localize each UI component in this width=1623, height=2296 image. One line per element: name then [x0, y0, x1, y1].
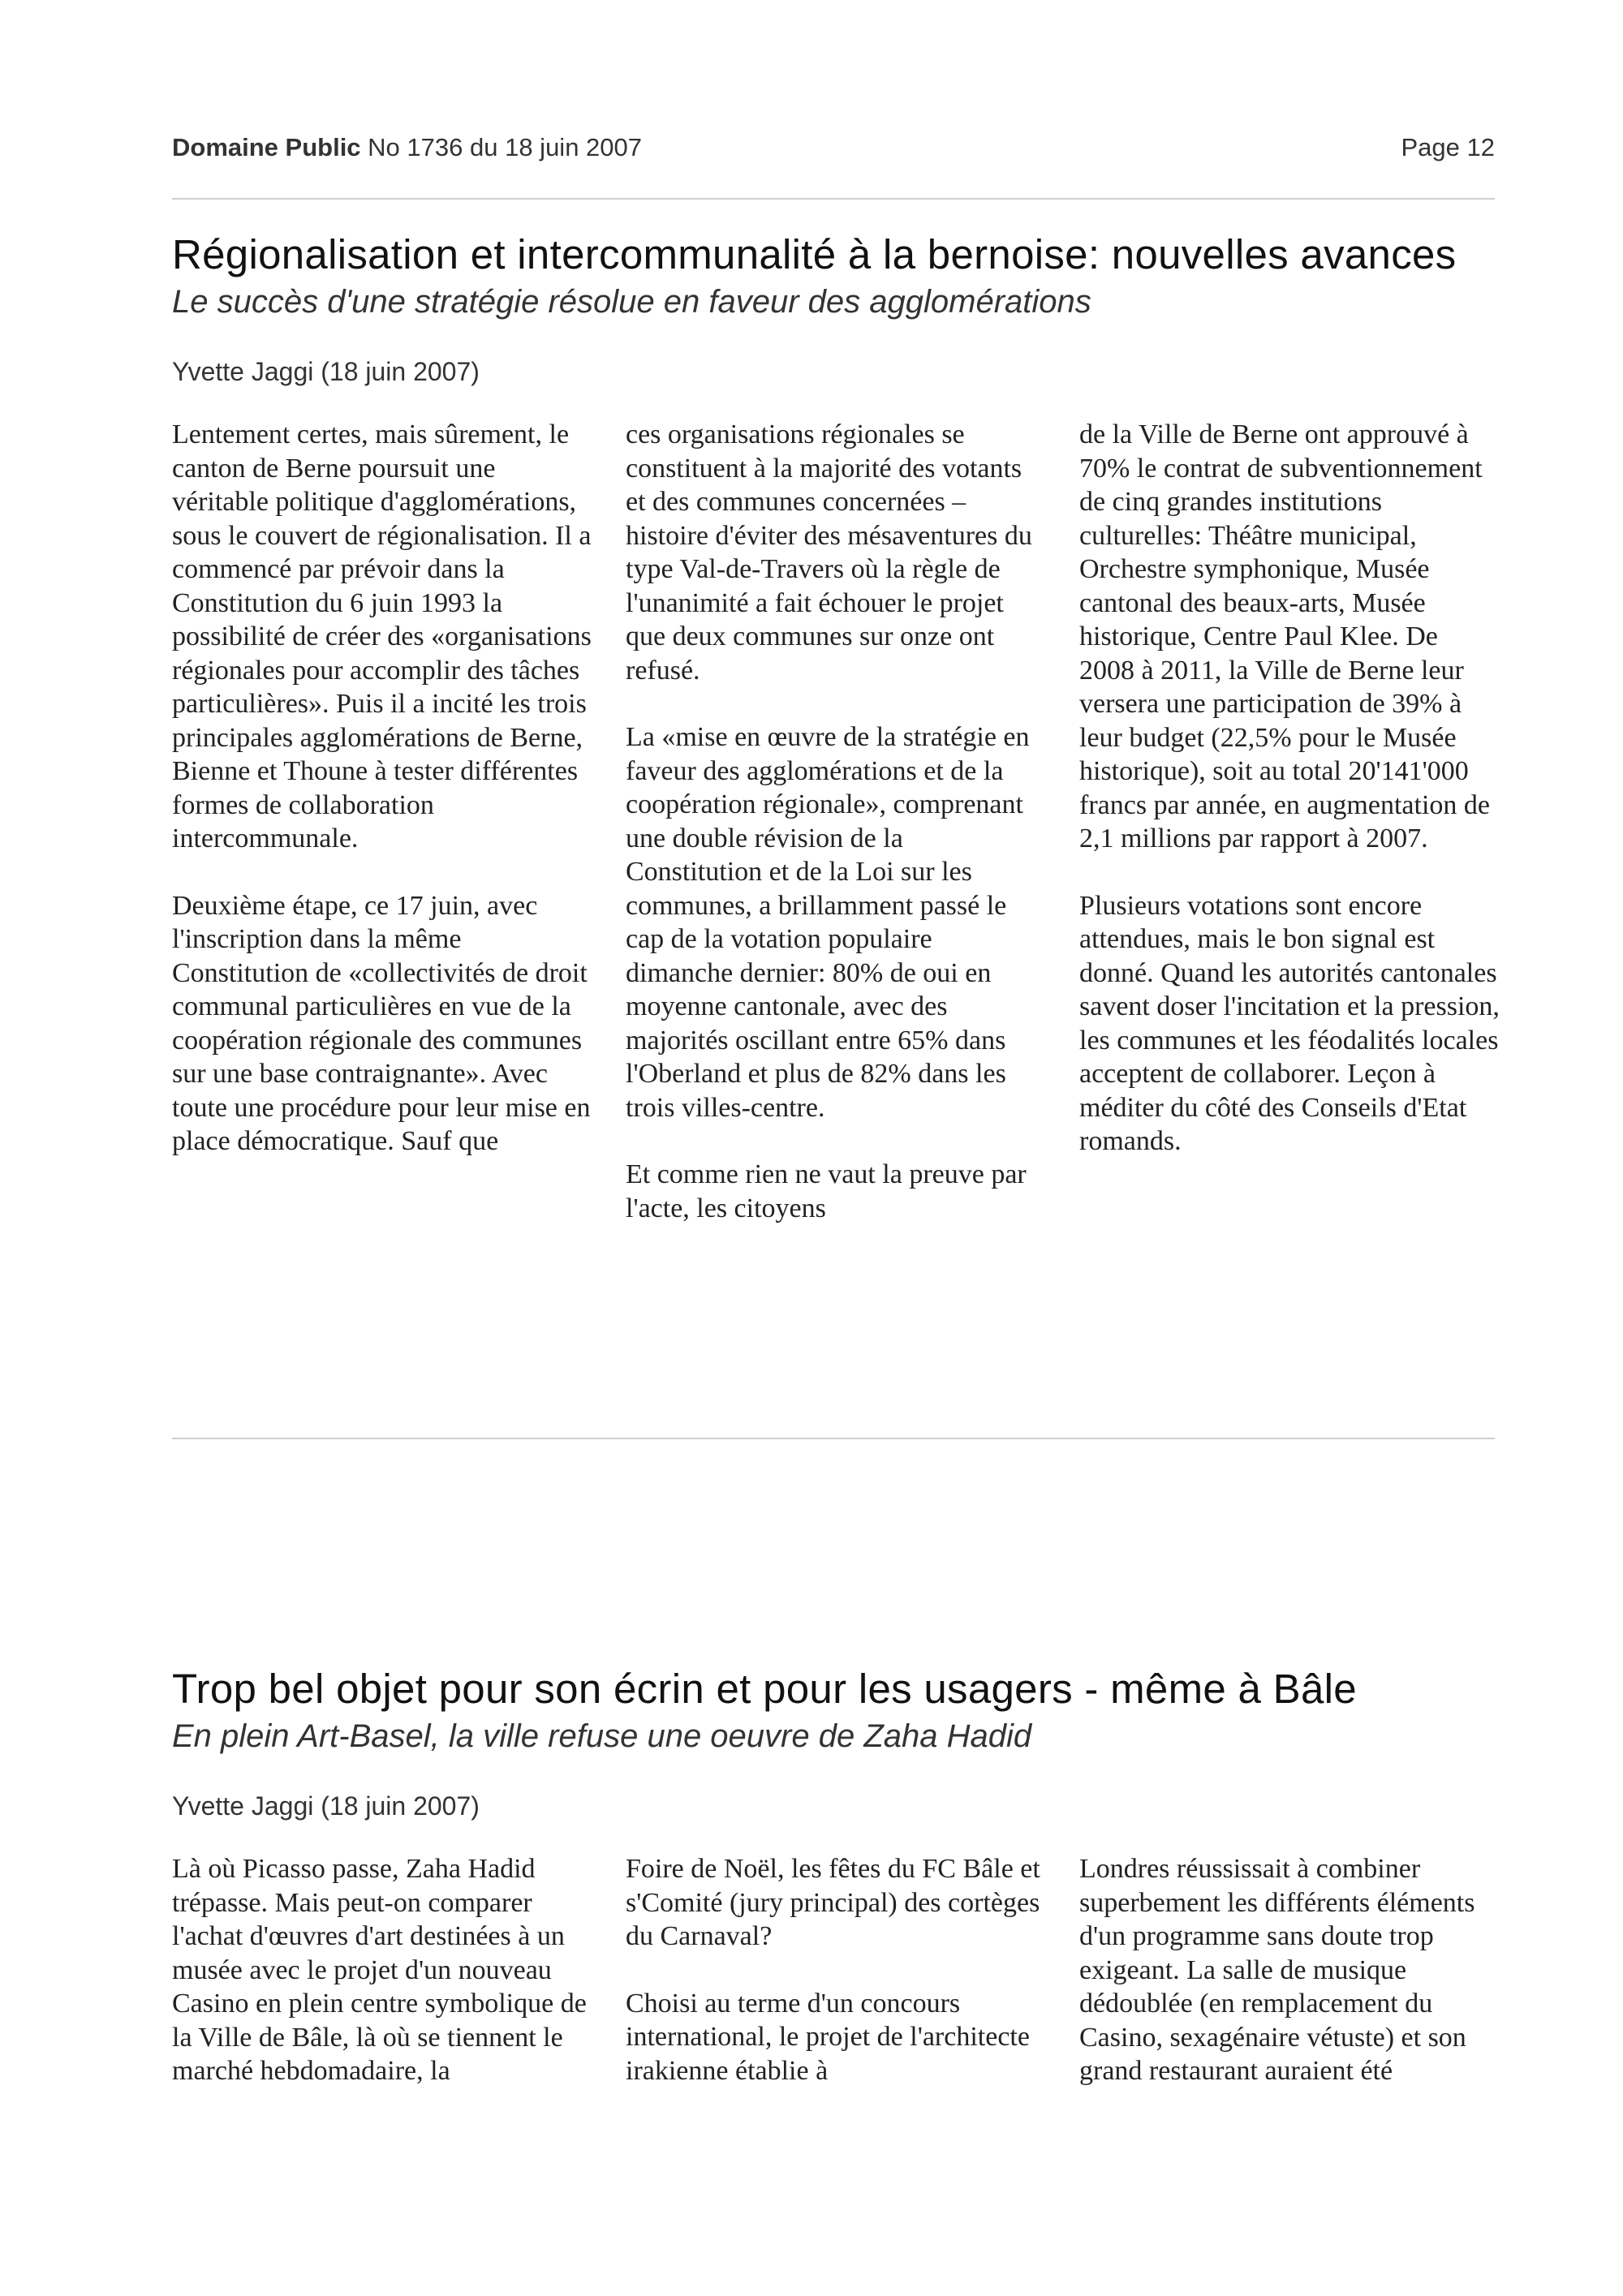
column-1	[172, 1852, 592, 2122]
paragraph: Londres réussissait à combiner superbement les différents éléments d'un programme sans doute trop exigeant. La salle de musique dédoublée (en remplacement du Casino, sexagénaire vétuste) et son grand restaurant auraient été	[1079, 1854, 1475, 2086]
paragraph: La «mise en œuvre de la stratégie en faveur des agglomérations et de la coopération régionale», comprenant une double révision de la Constitution et de la Loi sur les communes, a brillamment passé le cap de la votation populaire dimanche dernier: 80% de oui en moyenne cantonale, avec des majorités oscillant entre 65% dans l'Oberland et plus de 82% dans les trois villes-centre.	[626, 722, 1030, 1123]
column-2	[626, 1852, 1046, 2122]
header-divider	[172, 198, 1495, 200]
paragraph: Foire de Noël, les fêtes du FC Bâle et s'Comité (jury principal) des cortèges du Carnaval?	[626, 1854, 1040, 1951]
paragraph: Lentement certes, mais sûrement, le canton de Berne poursuit une véritable politique d'agglomérations, sous le couvert de régionalisation. Il a commencé par prévoir dans la Constitution du 6 juin 1993 la possibilité de créer des «organisations régionales pour accomplir des tâches particulières». Puis il a incité les trois principales agglomérations de Berne, Bienne et Thoune à tester différentes formes de collaboration intercommunale.	[172, 419, 592, 853]
publication-name: Domaine Public	[172, 133, 361, 161]
article-byline: Yvette Jaggi (18 juin 2007)	[172, 357, 480, 386]
paragraph: ces organisations régionales se constituent à la majorité des votants et des communes concernées – histoire d'éviter des mésaventures du type Val-de-Travers où la règle de l'unanimité a fait échouer le projet que deux communes sur onze ont refusé.	[626, 419, 1032, 686]
paragraph: Et comme rien ne vaut la preuve par l'acte, les citoyens	[626, 1159, 1027, 1223]
article-1	[172, 229, 1500, 1258]
column-2	[626, 418, 1046, 1258]
article-title: Trop bel objet pour son écrin et pour les usagers - même à Bâle	[172, 1666, 1357, 1712]
issue-info: No 1736 du 18 juin 2007	[368, 133, 643, 161]
paragraph: Plusieurs votations sont encore attendues, mais le bon signal est donné. Quand les autorités cantonales savent doser l'incitation et la pression, les communes et les féodalités locales acceptent de collaborer. Leçon à méditer du côté des Conseils d'Etat romands.	[1079, 890, 1500, 1156]
article-divider	[172, 1438, 1495, 1439]
paragraph: Choisi au terme d'un concours international, le projet de l'architecte irakienne établie à	[626, 1988, 1030, 2086]
article-subtitle: En plein Art-Basel, la ville refuse une oeuvre de Zaha Hadid	[172, 1718, 1032, 1754]
article-2	[172, 1663, 1495, 2122]
article-columns	[172, 1852, 1495, 2122]
page-header	[172, 133, 1495, 172]
article-title: Régionalisation et intercommunalité à la bernoise: nouvelles avances	[172, 231, 1457, 277]
column-1	[172, 418, 592, 1258]
article-subtitle: Le succès d'une stratégie résolue en faveur des agglomérations	[172, 284, 1091, 320]
article-byline: Yvette Jaggi (18 juin 2007)	[172, 1791, 480, 1821]
column-3	[1079, 1852, 1500, 2122]
paragraph: Là où Picasso passe, Zaha Hadid trépasse. Mais peut-on comparer l'achat d'œuvres d'art destinées à un musée avec le projet d'un nouveau Casino en plein centre symbolique de la Ville de Bâle, là où se tiennent le marché hebdomadaire, la	[172, 1854, 587, 2086]
paragraph: Deuxième étape, ce 17 juin, avec l'inscription dans la même Constitution de «collectivités de droit communal particulières en vue de la coopération régionale des communes sur une base contraignante». Avec toute une procédure pour leur mise en place démocratique. Sauf que	[172, 890, 591, 1156]
page-number: Page 12	[1401, 133, 1495, 161]
paragraph: de la Ville de Berne ont approuvé à 70% le contrat de subventionnement de cinq grandes institutions culturelles: Théâtre municipal, Orchestre symphonique, Musée cantonal des beaux-arts, Musée historique, Centre Paul Klee. De 2008 à 2011, la Ville de Berne leur versera une participation de 39% à leur budget (22,5% pour le Musée historique), soit au total 20'141'000 francs par année, en augmentation de 2,1 millions par rapport à 2007.	[1079, 419, 1490, 853]
article-columns	[172, 418, 1500, 1258]
column-3	[1079, 418, 1500, 1258]
